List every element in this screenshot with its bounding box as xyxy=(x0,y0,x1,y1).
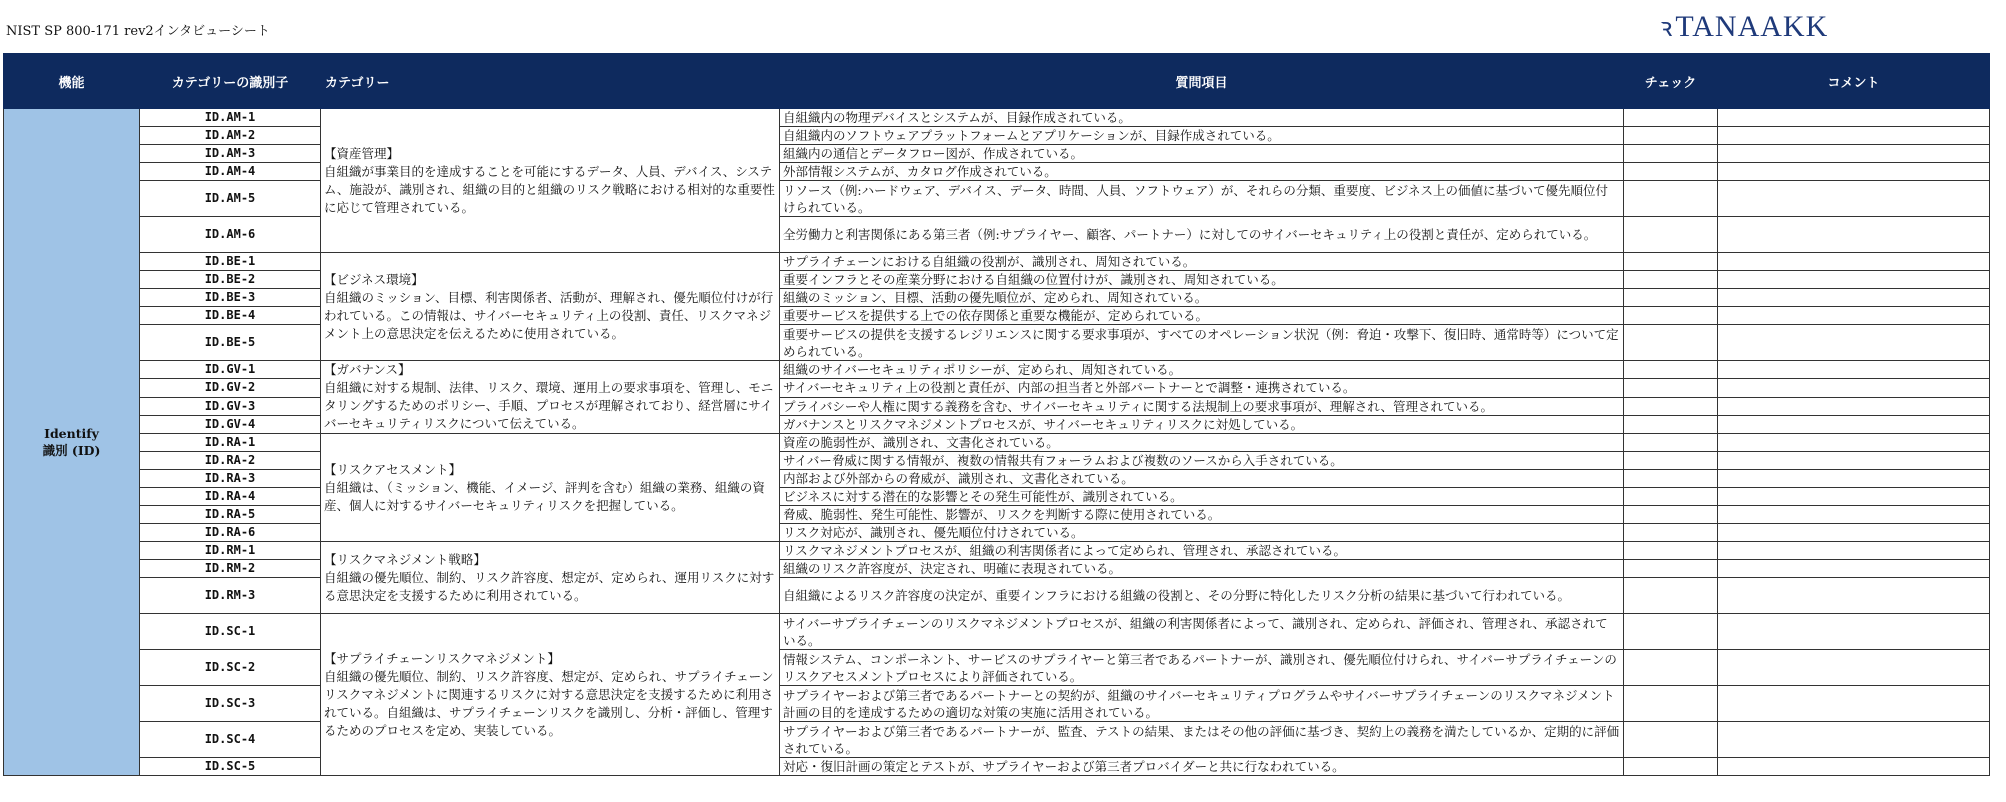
question-cell: サイバーサプライチェーンのリスクマネジメントプロセスが、組織の利害関係者によって、識別され、定められ、評価され、管理され、承認されている。 xyxy=(780,614,1624,650)
comment-cell[interactable] xyxy=(1718,542,1990,560)
category-cell-be xyxy=(321,253,780,361)
check-cell[interactable] xyxy=(1624,289,1718,307)
check-cell[interactable] xyxy=(1624,397,1718,415)
check-cell[interactable] xyxy=(1624,452,1718,470)
check-cell[interactable] xyxy=(1624,325,1718,361)
category-cell-am xyxy=(321,109,780,253)
category-id-cell: ID.BE-5 xyxy=(140,325,321,361)
category-id-cell: ID.RA-1 xyxy=(140,434,321,452)
check-cell[interactable] xyxy=(1624,379,1718,397)
table-row xyxy=(4,488,1990,506)
comment-cell[interactable] xyxy=(1718,434,1990,452)
check-cell[interactable] xyxy=(1624,488,1718,506)
check-cell[interactable] xyxy=(1624,217,1718,253)
comment-cell[interactable] xyxy=(1718,163,1990,181)
comment-cell[interactable] xyxy=(1718,181,1990,217)
function-label-en: Identify xyxy=(44,426,99,441)
comment-cell[interactable] xyxy=(1718,758,1990,776)
question-cell: 自組織内の物理デバイスとシステムが、目録作成されている。 xyxy=(780,109,1624,127)
check-cell[interactable] xyxy=(1624,271,1718,289)
category-id-cell: ID.AM-4 xyxy=(140,163,321,181)
category-id-cell: ID.BE-4 xyxy=(140,307,321,325)
logo-mark-icon: ꝛ xyxy=(1660,13,1674,42)
table-row xyxy=(4,217,1990,253)
category-title: 【ビジネス環境】 xyxy=(324,271,424,287)
category-id-cell: ID.BE-3 xyxy=(140,289,321,307)
table-row xyxy=(4,415,1990,433)
comment-cell[interactable] xyxy=(1718,109,1990,127)
check-cell[interactable] xyxy=(1624,127,1718,145)
comment-cell[interactable] xyxy=(1718,325,1990,361)
category-title: 【リスクアセスメント】 xyxy=(324,461,462,477)
check-cell[interactable] xyxy=(1624,181,1718,217)
category-title: 【リスクマネジメント戦略】 xyxy=(324,551,486,567)
comment-cell[interactable] xyxy=(1718,217,1990,253)
category-id-cell: ID.RA-3 xyxy=(140,470,321,488)
comment-cell[interactable] xyxy=(1718,722,1990,758)
category-id-cell: ID.RA-2 xyxy=(140,452,321,470)
check-cell[interactable] xyxy=(1624,560,1718,578)
question-cell: 情報システム、コンポーネント、サービスのサプライヤーと第三者であるパートナーが、識別され、優先順位付けられ、サイバーサプライチェーンのリスクアセスメントプロセスにより評価されている。 xyxy=(780,650,1624,686)
check-cell[interactable] xyxy=(1624,470,1718,488)
category-title: 【資産管理】 xyxy=(324,145,400,161)
comment-cell[interactable] xyxy=(1718,506,1990,524)
question-cell: 自組織によるリスク許容度の決定が、重要インフラにおける組織の役割と、その分野に特化したリスク分析の結果に基づいて行われている。 xyxy=(780,578,1624,614)
comment-cell[interactable] xyxy=(1718,361,1990,379)
category-id-cell: ID.AM-5 xyxy=(140,181,321,217)
table-row xyxy=(4,686,1990,722)
check-cell[interactable] xyxy=(1624,524,1718,542)
comment-cell[interactable] xyxy=(1718,578,1990,614)
category-id-cell: ID.SC-3 xyxy=(140,686,321,722)
question-cell: サプライヤーおよび第三者であるパートナーとの契約が、組織のサイバーセキュリティプログラムやサイバーサプライチェーンのリスクマネジメント計画の目的を達成するための適切な対策の実施に活用されている。 xyxy=(780,686,1624,722)
comment-cell[interactable] xyxy=(1718,524,1990,542)
question-cell: リスクマネジメントプロセスが、組織の利害関係者によって定められ、管理され、承認されている。 xyxy=(780,542,1624,560)
category-id-cell: ID.AM-1 xyxy=(140,109,321,127)
comment-cell[interactable] xyxy=(1718,127,1990,145)
question-cell: ビジネスに対する潜在的な影響とその発生可能性が、識別されている。 xyxy=(780,488,1624,506)
question-cell: 全労働力と利害関係にある第三者（例:サプライヤー、顧客、パートナー）に対してのサイバーセキュリティ上の役割と責任が、定められている。 xyxy=(780,217,1624,253)
check-cell[interactable] xyxy=(1624,307,1718,325)
table-row xyxy=(4,578,1990,614)
check-cell[interactable] xyxy=(1624,253,1718,271)
category-id-cell: ID.SC-1 xyxy=(140,614,321,650)
check-cell[interactable] xyxy=(1624,722,1718,758)
header-question: 質問項目 xyxy=(780,54,1624,109)
question-cell: ガバナンスとリスクマネジメントプロセスが、サイバーセキュリティリスクに対処している。 xyxy=(780,415,1624,433)
question-cell: 外部情報システムが、カタログ作成されている。 xyxy=(780,163,1624,181)
category-id-cell: ID.SC-5 xyxy=(140,758,321,776)
category-cell-gv xyxy=(321,361,780,434)
check-cell[interactable] xyxy=(1624,650,1718,686)
category-description: 自組織は、（ミッション、機能、イメージ、評判を含む）組織の業務、組織の資産、個人に対するサイバーセキュリティリスクを把握している。 xyxy=(324,479,765,513)
question-cell: サプライチェーンにおける自組織の役割が、識別され、周知されている。 xyxy=(780,253,1624,271)
category-id-cell: ID.RA-5 xyxy=(140,506,321,524)
comment-cell[interactable] xyxy=(1718,650,1990,686)
table-row xyxy=(4,379,1990,397)
category-description: 自組織の優先順位、制約、リスク許容度、想定が、定められ、サプライチェーンリスクマネジメントに関連するリスクに対する意思決定を支援するために利用されている。自組織は、サプライチェーンリスクを識別し、分析・評価し、管理するためのプロセスを定め、実装している。 xyxy=(324,668,774,738)
category-description: 自組織のミッション、目標、利害関係者、活動が、理解され、優先順位付けが行われている。この情報は、サイバーセキュリティ上の役割、責任、リスクマネジメント上の意思決定を伝えるために使用されている。 xyxy=(324,289,774,341)
function-label-ja: 識別 (ID) xyxy=(42,443,101,458)
category-id-cell: ID.AM-2 xyxy=(140,127,321,145)
table-row xyxy=(4,181,1990,217)
table-row xyxy=(4,253,1990,271)
question-cell: 対応・復旧計画の策定とテストが、サプライヤーおよび第三者プロバイダーと共に行なわれている。 xyxy=(780,758,1624,776)
category-cell-sc xyxy=(321,614,780,776)
table-row xyxy=(4,325,1990,361)
category-id-cell: ID.SC-4 xyxy=(140,722,321,758)
function-cell xyxy=(4,109,140,776)
question-cell: 重要サービスを提供する上での依存関係と重要な機能が、定められている。 xyxy=(780,307,1624,325)
table-row xyxy=(4,307,1990,325)
table-row xyxy=(4,109,1990,127)
category-title: 【ガバナンス】 xyxy=(324,362,411,377)
category-id-cell: ID.AM-6 xyxy=(140,217,321,253)
table-row xyxy=(4,434,1990,452)
table-row xyxy=(4,452,1990,470)
category-description: 自組織に対する規制、法律、リスク、環境、運用上の要求事項を、管理し、モニタリングするためのポリシー、手順、プロセスが理解されており、経営層にサイバーセキュリティリスクについて伝えている。 xyxy=(324,380,774,431)
comment-cell[interactable] xyxy=(1718,145,1990,163)
comment-cell[interactable] xyxy=(1718,415,1990,433)
table-row xyxy=(4,397,1990,415)
category-id-cell: ID.RM-1 xyxy=(140,542,321,560)
question-cell: サプライヤーおよび第三者であるパートナーが、監査、テストの結果、またはその他の評価に基づき、契約上の義務を満たしているか、定期的に評価されている。 xyxy=(780,722,1624,758)
check-cell[interactable] xyxy=(1624,415,1718,433)
question-cell: 組織のリスク許容度が、決定され、明確に表現されている。 xyxy=(780,560,1624,578)
category-id-cell: ID.RM-2 xyxy=(140,560,321,578)
table-row xyxy=(4,650,1990,686)
table-row xyxy=(4,289,1990,307)
category-id-cell: ID.SC-2 xyxy=(140,650,321,686)
header-category-id: カテゴリーの識別子 xyxy=(140,54,321,109)
check-cell[interactable] xyxy=(1624,686,1718,722)
comment-cell[interactable] xyxy=(1718,452,1990,470)
comment-cell[interactable] xyxy=(1718,307,1990,325)
question-cell: 資産の脆弱性が、識別され、文書化されている。 xyxy=(780,434,1624,452)
table-row xyxy=(4,542,1990,560)
check-cell[interactable] xyxy=(1624,614,1718,650)
check-cell[interactable] xyxy=(1624,758,1718,776)
question-cell: プライバシーや人権に関する義務を含む、サイバーセキュリティに関する法規制上の要求事項が、理解され、管理されている。 xyxy=(780,397,1624,415)
table-row xyxy=(4,271,1990,289)
table-row xyxy=(4,560,1990,578)
interview-sheet-table xyxy=(3,53,1990,776)
logo-text: TANAAKK xyxy=(1675,10,1829,43)
category-id-cell: ID.GV-1 xyxy=(140,361,321,379)
category-id-cell: ID.GV-4 xyxy=(140,415,321,433)
comment-cell[interactable] xyxy=(1718,289,1990,307)
question-cell: 自組織内のソフトウェアプラットフォームとアプリケーションが、目録作成されている。 xyxy=(780,127,1624,145)
category-id-cell: ID.GV-2 xyxy=(140,379,321,397)
comment-cell[interactable] xyxy=(1718,686,1990,722)
header-row xyxy=(4,54,1990,109)
question-cell: 組織のミッション、目標、活動の優先順位が、定められ、周知されている。 xyxy=(780,289,1624,307)
category-id-cell: ID.BE-1 xyxy=(140,253,321,271)
comment-cell[interactable] xyxy=(1718,271,1990,289)
comment-cell[interactable] xyxy=(1718,614,1990,650)
table-row xyxy=(4,127,1990,145)
category-description: 自組織の優先順位、制約、リスク許容度、想定が、定められ、運用リスクに対する意思決定を支援するために利用されている。 xyxy=(324,569,775,603)
category-cell-rm xyxy=(321,542,780,614)
question-cell: リスク対応が、識別され、優先順位付けされている。 xyxy=(780,524,1624,542)
category-id-cell: ID.RM-3 xyxy=(140,578,321,614)
table-row xyxy=(4,614,1990,650)
category-description: 自組織が事業目的を達成することを可能にするデータ、人員、デバイス、システム、施設が、識別され、組織の目的と組織のリスク戦略における相対的な重要性に応じて管理されている。 xyxy=(324,163,775,215)
check-cell[interactable] xyxy=(1624,361,1718,379)
comment-cell[interactable] xyxy=(1718,560,1990,578)
check-cell[interactable] xyxy=(1624,109,1718,127)
check-cell[interactable] xyxy=(1624,434,1718,452)
question-cell: 組織内の通信とデータフロー図が、作成されている。 xyxy=(780,145,1624,163)
table-row xyxy=(4,361,1990,379)
header-category: カテゴリー xyxy=(321,54,780,109)
question-cell: 組織のサイバーセキュリティポリシーが、定められ、周知されている。 xyxy=(780,361,1624,379)
question-cell: 重要サービスの提供を支援するレジリエンスに関する要求事項が、すべてのオペレーション状況（例：脅迫・攻撃下、復旧時、通常時等）について定められている。 xyxy=(780,325,1624,361)
check-cell[interactable] xyxy=(1624,506,1718,524)
category-id-cell: ID.RA-6 xyxy=(140,524,321,542)
table-row xyxy=(4,145,1990,163)
category-cell-ra xyxy=(321,434,780,542)
comment-cell[interactable] xyxy=(1718,379,1990,397)
check-cell[interactable] xyxy=(1624,163,1718,181)
comment-cell[interactable] xyxy=(1718,253,1990,271)
category-id-cell: ID.AM-3 xyxy=(140,145,321,163)
category-title: 【サプライチェーンリスクマネジメント】 xyxy=(324,650,560,666)
document-title: NIST SP 800-171 rev2インタビューシート xyxy=(6,24,270,39)
check-cell[interactable] xyxy=(1624,145,1718,163)
check-cell[interactable] xyxy=(1624,578,1718,614)
question-cell: 脅威、脆弱性、発生可能性、影響が、リスクを判断する際に使用されている。 xyxy=(780,506,1624,524)
check-cell[interactable] xyxy=(1624,542,1718,560)
question-cell: 内部および外部からの脅威が、識別され、文書化されている。 xyxy=(780,470,1624,488)
company-logo xyxy=(1660,8,1828,44)
table-row xyxy=(4,758,1990,776)
category-id-cell: ID.RA-4 xyxy=(140,488,321,506)
category-id-cell: ID.BE-2 xyxy=(140,271,321,289)
comment-cell[interactable] xyxy=(1718,470,1990,488)
table-row xyxy=(4,524,1990,542)
header-check: チェック xyxy=(1624,54,1718,109)
comment-cell[interactable] xyxy=(1718,397,1990,415)
question-cell: サイバー脅威に関する情報が、複数の情報共有フォーラムおよび複数のソースから入手されている。 xyxy=(780,452,1624,470)
header-comment: コメント xyxy=(1718,54,1990,109)
question-cell: リソース（例:ハードウェア、デバイス、データ、時間、人員、ソフトウェア）が、それらの分類、重要度、ビジネス上の価値に基づいて優先順位付けられている。 xyxy=(780,181,1624,217)
table-row xyxy=(4,722,1990,758)
question-cell: 重要インフラとその産業分野における自組織の位置付けが、識別され、周知されている。 xyxy=(780,271,1624,289)
question-cell: サイバーセキュリティ上の役割と責任が、内部の担当者と外部パートナーとで調整・連携されている。 xyxy=(780,379,1624,397)
category-id-cell: ID.GV-3 xyxy=(140,397,321,415)
comment-cell[interactable] xyxy=(1718,488,1990,506)
header-function: 機能 xyxy=(4,54,140,109)
table-row xyxy=(4,163,1990,181)
table-row xyxy=(4,470,1990,488)
table-row xyxy=(4,506,1990,524)
